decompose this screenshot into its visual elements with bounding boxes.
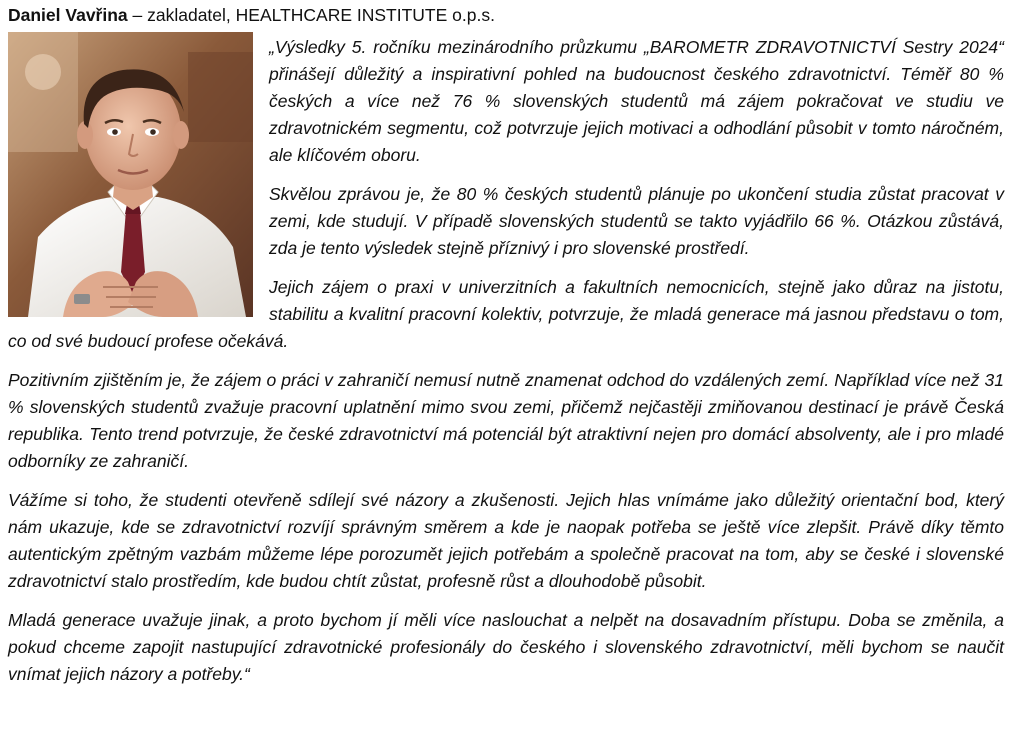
quote-paragraph: Mladá generace uvažuje jinak, a proto bychom jí měli více naslouchat a nelpět na dosavadním přístupu. Doba se změnila, a pokud chceme zapojit nastupující zdravotnické profesionály do českého i slovenského zdravotnictví, měli bychom se naučit vnímat jejich názory a potřeby.“ [8, 610, 1004, 684]
quote-paragraph: Vážíme si toho, že studenti otevřeně sdílejí své názory a zkušenosti. Jejich hlas vnímáme jako důležitý orientační bod, který nám ukazuje, kde se zdravotnictví rozvíjí správným směrem a kde je naopak potřeba se ještě více zlepšit. Právě díky těmto autentickým zpětným vazbám můžeme lépe porozumět jejich potřebám a společně pracovat na tom, aby se české i slovenské zdravotnictví stalo prostředím, kde budou chtít zůstat, profesně růst a dlouhodobě působit. [8, 490, 1004, 591]
quote-paragraph: Skvělou zprávou je, že 80 % českých studentů plánuje po ukončení studia zůstat pracovat v zemi, kde studují. V případě slovenských studentů se takto vyjádřilo 66 %. Otázkou zůstává, zda je tento výsledek stejně příznivý i pro slovenské prostředí. [269, 184, 1004, 258]
quote-paragraph: Jejich zájem o praxi v univerzitních a fakultních nemocnicích, stejně jako důraz na jistotu, stabilitu a kvalitní pracovní kolektiv, potvrzuje, že mladá generace má jasnou představu o tom, co od své budoucí profese očekává. [8, 277, 1004, 351]
author-header [8, 4, 1004, 26]
author-role: – zakladatel, HEALTHCARE INSTITUTE o.p.s. [127, 5, 495, 25]
quote-paragraph: „Výsledky 5. ročníku mezinárodního průzkumu „BAROMETR ZDRAVOTNICTVÍ Sestry 2024“ přinášejí důležitý a inspirativní pohled na budoucnost českého zdravotnictví. Téměř 80 % českých a více než 76 % slovenských studentů má zájem pokračovat ve studiu ve zdravotnickém segmentu, což potvrzuje jejich motivaci a odhodlání působit v tomto náročném, ale klíčovém oboru. [269, 37, 1004, 165]
author-name: Daniel Vavřina [8, 5, 128, 25]
person-portrait-icon [8, 32, 253, 317]
quote-paragraph: Pozitivním zjištěním je, že zájem o práci v zahraničí nemusí nutně znamenat odchod do vzdálených zemí. Například více než 31 % slovenských studentů zvažuje pracovní uplatnění mimo svou zemi, přičemž nejčastěji zmiňovanou destinací je právě Česká republika. Tento trend potvrzuje, že české zdravotnictví má potenciál být atraktivní nejen pro domácí absolventy, ale i pro mladé odborníky ze zahraničí. [8, 370, 1004, 471]
